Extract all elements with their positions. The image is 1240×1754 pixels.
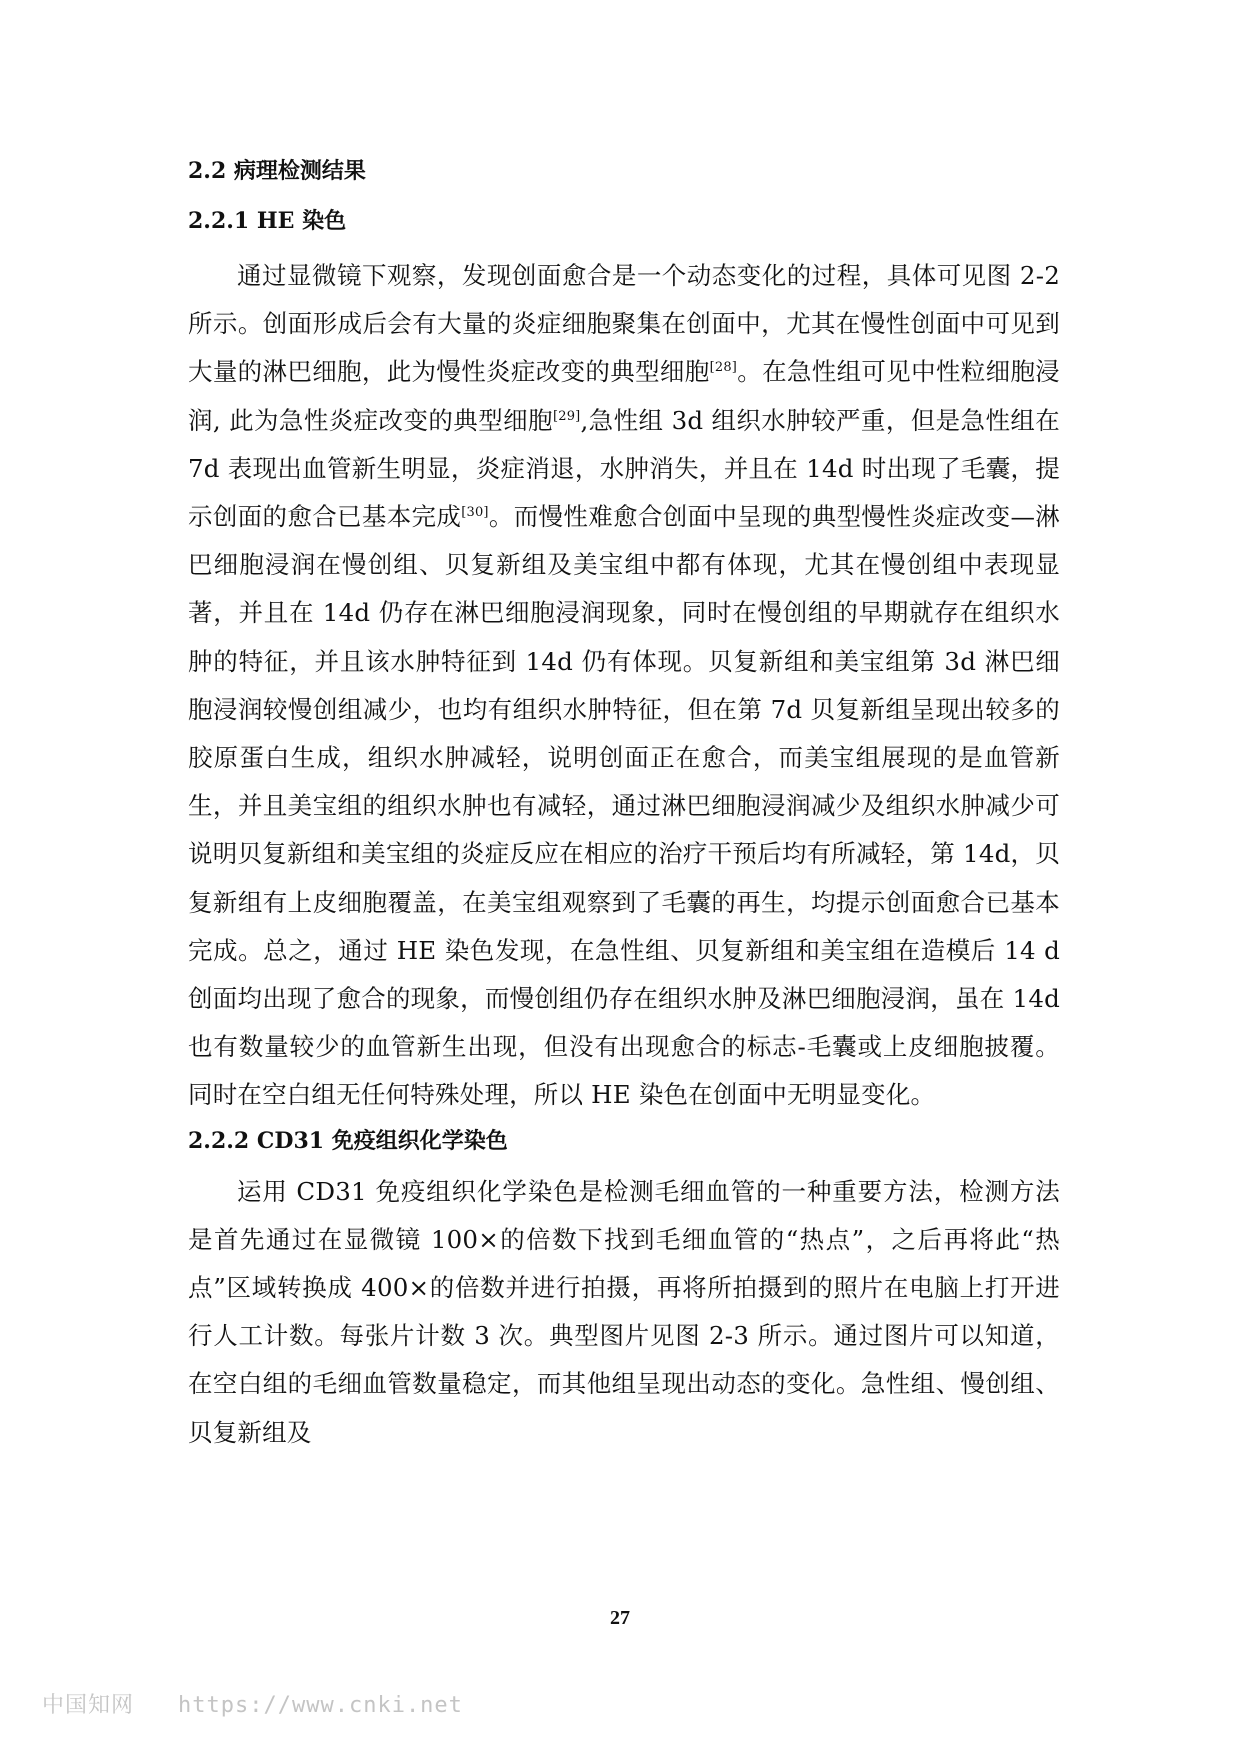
page-body bbox=[188, 160, 1060, 1457]
para1-text-c: ,急性组 3d 组织水肿较严重，但是急性组在 7d 表现出血管新生明显，炎症消退，水肿消失，并且在 14d 时出现了毛囊，提示创面的愈合已基本完成 bbox=[188, 405, 1060, 532]
page-number: 27 bbox=[610, 1607, 630, 1629]
subsection-heading-he: 2.2.1 HE 染色 bbox=[188, 208, 347, 234]
watermark-logo: 中国知网 bbox=[42, 1693, 135, 1718]
citation-29[interactable]: [29] bbox=[552, 408, 581, 424]
subsection-heading-cd31: 2.2.2 CD31 免疫组织化学染色 bbox=[188, 1127, 508, 1154]
para1-text-a: 通过显微镜下观察，发现创面愈合是一个动态变化的过程，具体可见图 2-2 所示。创面形成后会有大量的炎症细胞聚集在创面中，尤其在慢性创面中可见到大量的淋巴细胞，此为慢性炎症改变的典型细胞 bbox=[188, 261, 1060, 387]
para1-text-d: 。而慢性难愈合创面中呈现的典型慢性炎症改变—淋巴细胞浸润在慢创组、贝复新组及美宝组中都有体现，尤其在慢创组中表现显著，并且在 14d 仍存在淋巴细胞浸润现象，同时在慢创组的早期就存在组织水肿的特征，并且该水肿特征到 14d 仍有体现。贝复新组和美宝组第 3d 淋巴细胞浸润较慢创组减少，也均有组织水肿特征，但在第 7d 贝复新组呈现出较多的胶原蛋白生成，组织水肿减轻，说明创面正在愈合，而美宝组展现的是血管新生，并且美宝组的组织水肿也有减轻，通过淋巴细胞浸润减少及组织水肿减少可说明贝复新组和美宝组的炎症反应在相应的治疗干预后均有所减轻，第 14d，贝复新组有上皮细胞覆盖，在美宝组观察到了毛囊的再生，均提示创面愈合已基本完成。总之，通过 HE 染色发现，在急性组、贝复新组和美宝组在造模后 14 d 创面均出现了愈合的现象，而慢创组仍存在组织水肿及淋巴细胞浸润，虽在 14d 也有数量较少的血管新生出现，但没有出现愈合的标志-毛囊或上皮细胞披覆。同时在空白组无任何特殊处理，所以 HE 染色在创面中无明显变化。 bbox=[188, 502, 1060, 1110]
paragraph-he bbox=[188, 252, 1060, 1120]
citation-28[interactable]: [28] bbox=[709, 360, 738, 376]
watermark-url[interactable]: https://www.cnki.net bbox=[178, 1693, 463, 1718]
para1-text-b: 。在急性组可见中性粒细胞浸润, 此为急性炎症改变的典型细胞 bbox=[188, 357, 1060, 435]
paragraph-cd31: 运用 CD31 免疫组织化学染色是检测毛细血管的一种重要方法，检测方法是首先通过在显微镜 100×的倍数下找到毛细血管的“热点”，之后再将此“热点”区域转换成 400×的倍数并进行拍摄，再将所拍摄到的照片在电脑上打开进行人工计数。每张片计数 3 次。典型图片见图 2-3 所示。通过图片可以知道，在空白组的毛细血管数量稳定，而其他组呈现出动态的变化。急性组、慢创组、贝复新组及 bbox=[188, 1176, 1060, 1447]
citation-30[interactable]: [30] bbox=[461, 504, 489, 520]
section-heading: 2.2 病理检测结果 bbox=[188, 158, 366, 184]
cnki-watermark bbox=[42, 1688, 463, 1719]
